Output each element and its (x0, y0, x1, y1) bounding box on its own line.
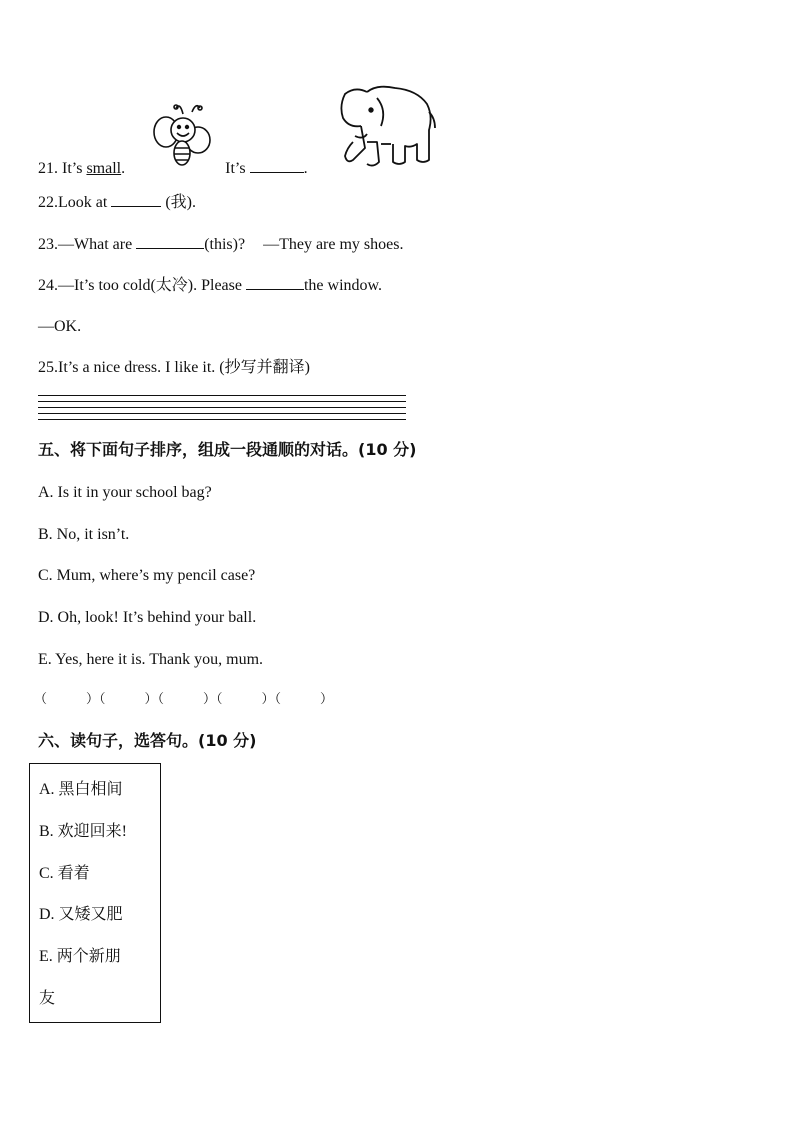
section-5-heading: 五、将下面句子排序，组成一段通顺的对话。(10 分) (38, 440, 417, 459)
section-5-item: D. Oh, look! It’s behind your ball. (38, 609, 257, 626)
q23-answer-blank[interactable] (136, 234, 204, 249)
q23-hint: (this)? (204, 236, 246, 253)
option-item: B. 欢迎回来! (39, 823, 128, 840)
q22-answer-blank[interactable] (111, 192, 161, 207)
q22-text: 22.Look at (38, 194, 108, 211)
q21-period2: . (303, 160, 308, 177)
q22-hint: (我). (165, 194, 196, 211)
q23-text2: —They are my shoes. (263, 236, 404, 253)
section-5-item: C. Mum, where’s my pencil case? (38, 567, 256, 584)
option-item-continuation: 友 (39, 990, 56, 1007)
q21-period1: . (121, 160, 126, 177)
option-item: E. 两个新朋 (39, 948, 121, 965)
q21-underlined-word: small (86, 160, 122, 177)
option-item: A. 黑白相间 (39, 781, 123, 798)
section-6-heading: 六、读句子，选答句。(10 分) (38, 731, 257, 750)
options-box (29, 763, 161, 1023)
section-5-item: E. Yes, here it is. Thank you, mum. (38, 651, 264, 668)
q21-text2: It’s (225, 160, 246, 177)
q24-answer-blank[interactable] (246, 275, 304, 290)
q21-number: 21. (38, 160, 58, 177)
q23-text1: 23.—What are (38, 236, 133, 253)
section-5-item: B. No, it isn’t. (38, 526, 130, 543)
option-item: D. 又矮又肥 (39, 906, 123, 923)
ordering-answer-brackets[interactable]: （ ）（ ）（ ）（ ）（ ） (34, 692, 334, 707)
question-22 (38, 192, 196, 213)
question-24-reply: —OK. (38, 318, 82, 335)
question-21 (38, 158, 308, 179)
question-23 (38, 234, 403, 255)
option-item: C. 看着 (39, 865, 90, 882)
q21-text1: It’s (62, 160, 83, 177)
elephant-icon (337, 82, 439, 174)
section-5-item: A. Is it in your school bag? (38, 484, 212, 501)
q24-text2: the window. (303, 277, 383, 294)
writing-lines[interactable] (38, 395, 406, 425)
question-24 (38, 275, 382, 296)
q21-answer-blank[interactable] (250, 158, 304, 173)
q24-text1: 24.—It’s too cold(太冷). Please (38, 277, 242, 294)
question-25: 25.It’s a nice dress. I like it. (抄写并翻译) (38, 359, 310, 376)
